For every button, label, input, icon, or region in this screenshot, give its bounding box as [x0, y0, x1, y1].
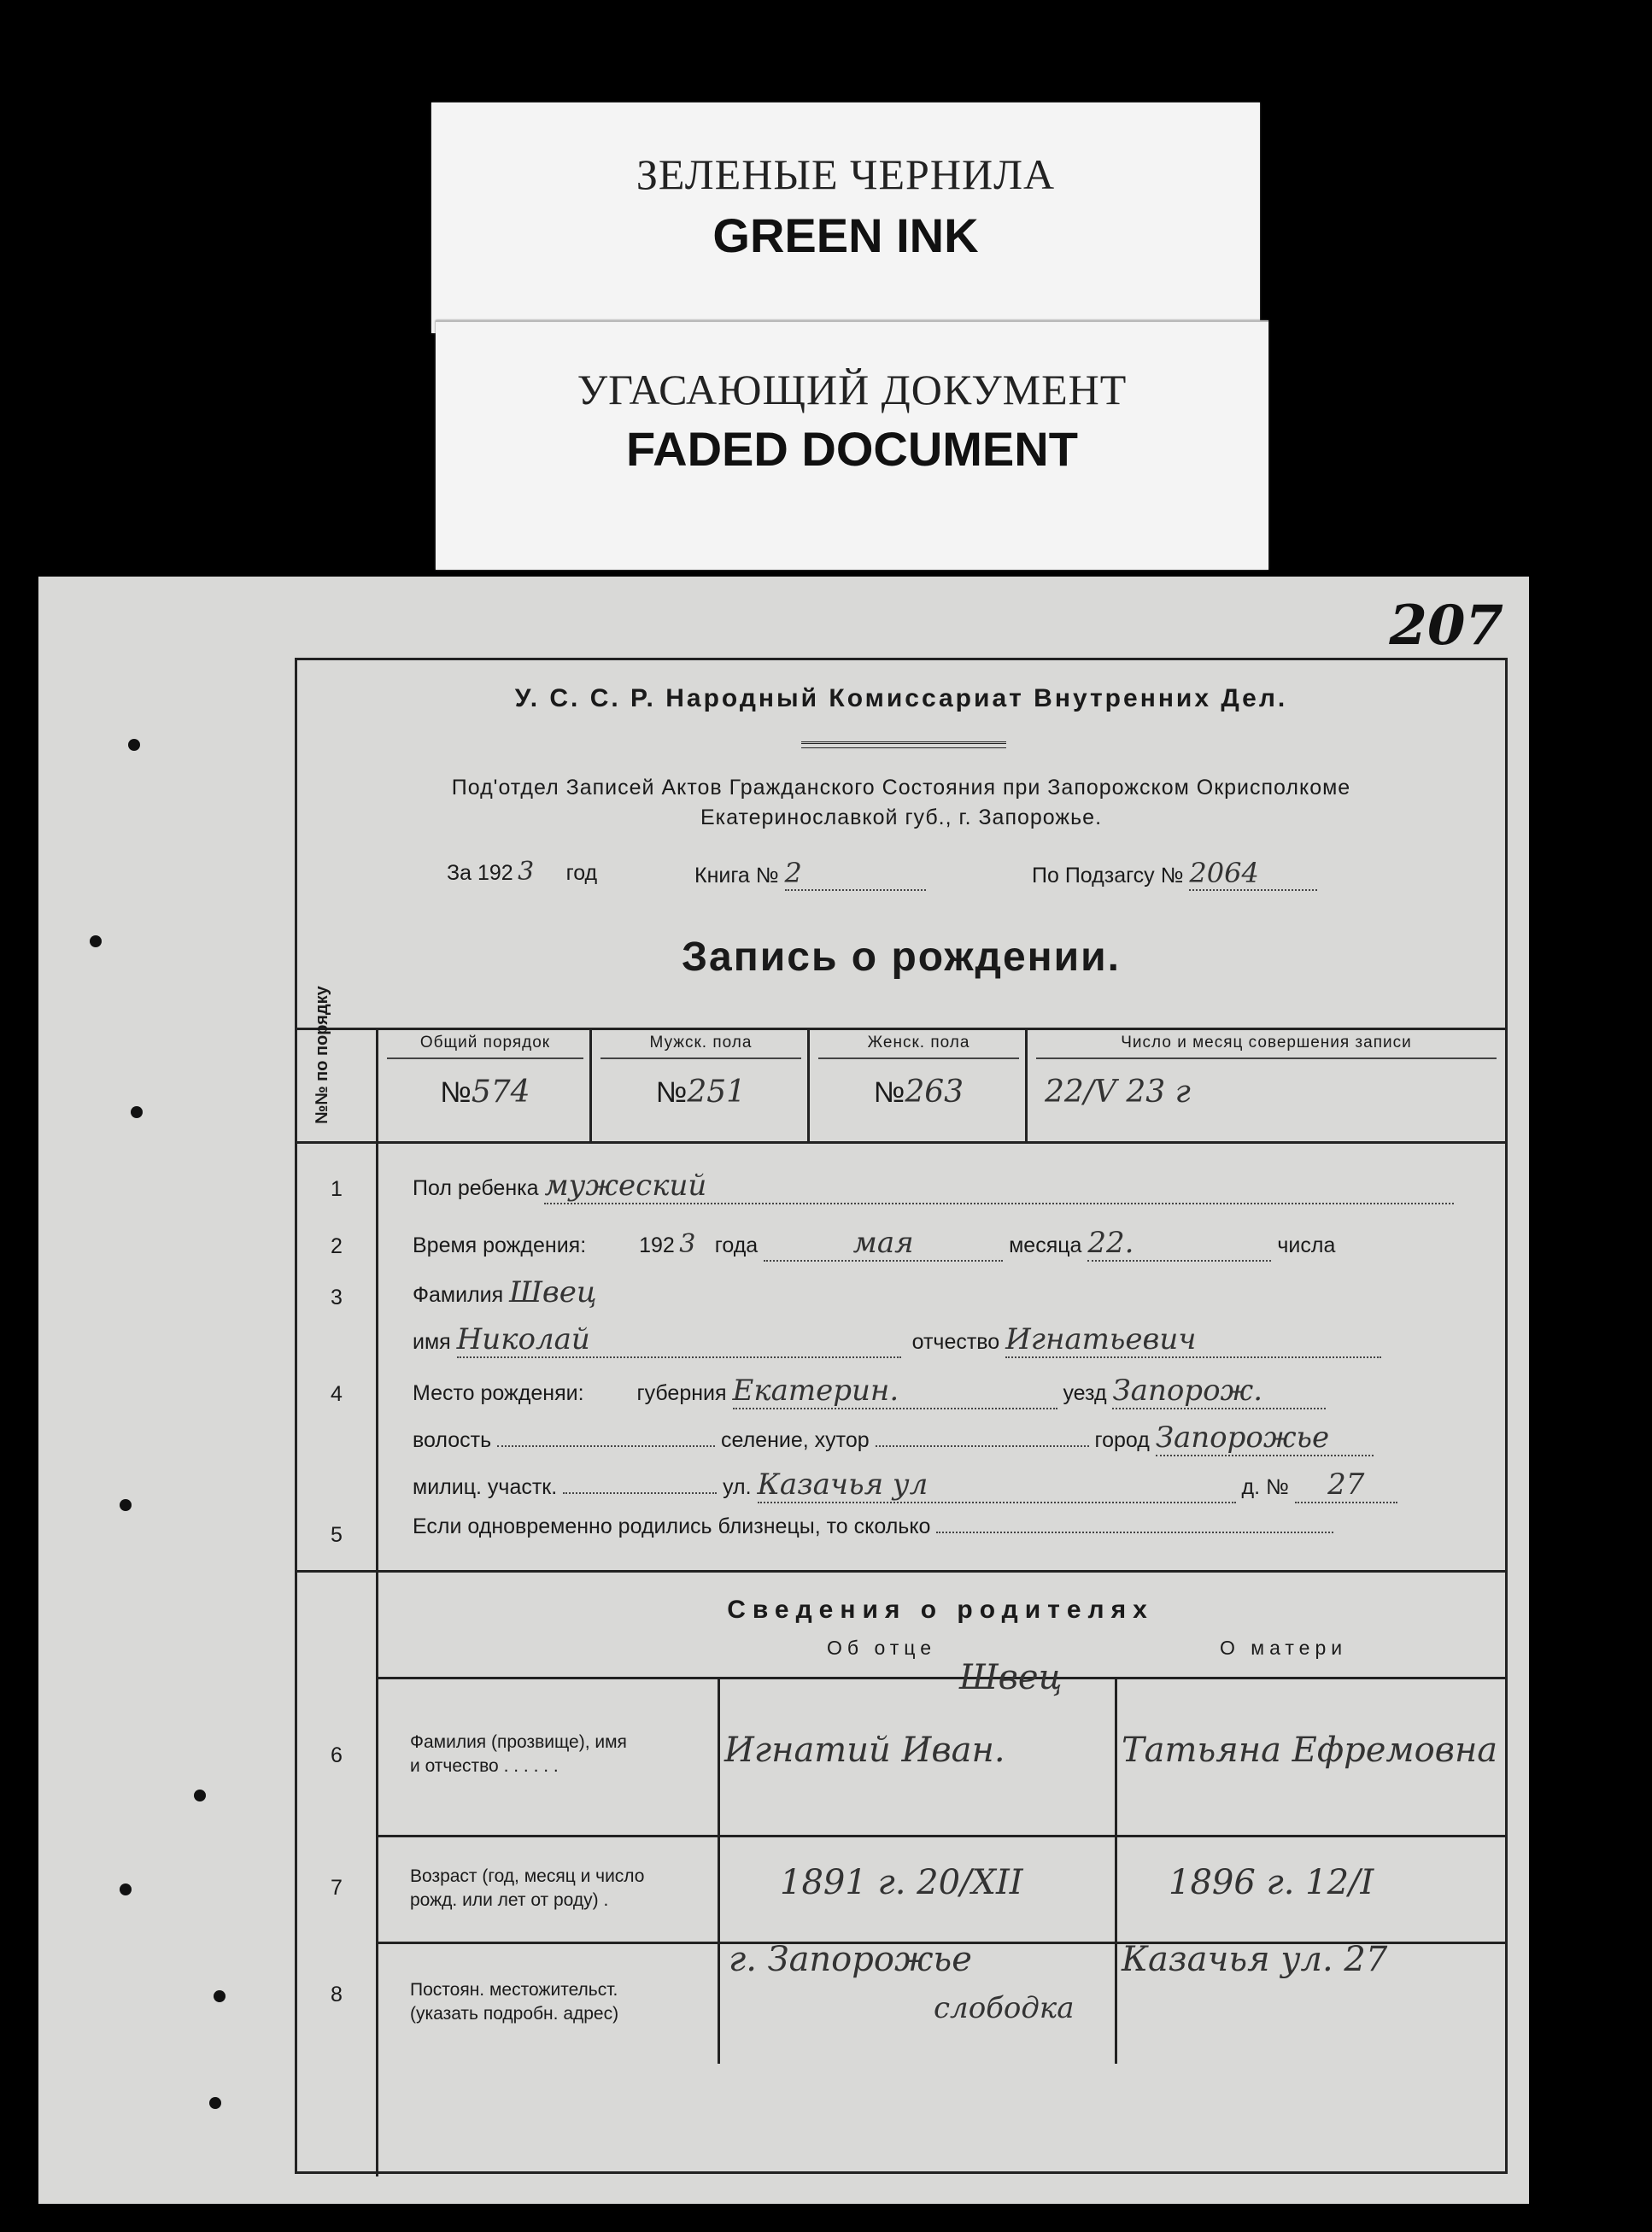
female-order-caption: Женск. пола	[818, 1030, 1019, 1059]
form-title: Запись о рождении.	[681, 934, 1121, 980]
twins-label: Если одновременно родились близнецы, то сколько	[413, 1514, 931, 1538]
name-line	[413, 1322, 1381, 1358]
ministry-heading: У. С. С. Р. Народный Комиссариат Внутренних Дел.	[514, 684, 1288, 712]
mother-caption: О матери	[1220, 1637, 1348, 1659]
twins-line	[413, 1514, 1333, 1539]
punch-hole	[128, 739, 140, 751]
militia-blank	[563, 1492, 717, 1494]
year-value: 3	[518, 857, 535, 887]
year-label: За 192	[447, 861, 513, 885]
patronymic-label: отчество	[911, 1330, 1000, 1354]
row-number-6: 6	[331, 1743, 343, 1767]
record-date-caption: Число и месяц совершения записи	[1036, 1030, 1497, 1059]
record-date-cell	[1025, 1030, 1505, 1141]
parents-address-label-2: (указать подробн. адрес)	[410, 2004, 619, 2024]
green-ink-label-en: GREEN INK	[712, 208, 979, 262]
village-label: селение, хутор	[721, 1428, 870, 1452]
faded-label-en: FADED DOCUMENT	[626, 422, 1078, 476]
child-sex-line	[413, 1169, 1454, 1204]
surname-line	[413, 1275, 1470, 1309]
book-label: Книга №	[694, 864, 779, 888]
name-value: Николай	[457, 1322, 901, 1358]
volost-label: волость	[413, 1428, 492, 1452]
birthplace-line	[413, 1374, 1326, 1409]
uezd-label: уезд	[1063, 1381, 1107, 1405]
female-order-prefix: №	[873, 1076, 905, 1109]
parents-name-label-1: Фамилия (прозвище), имя	[410, 1732, 627, 1752]
child-sex-value: мужеский	[544, 1169, 1454, 1204]
parents-section	[297, 1570, 1505, 2176]
parents-name-row	[331, 1658, 1505, 1837]
punch-hole	[90, 935, 102, 947]
volost-blank	[497, 1445, 715, 1447]
male-order-prefix: №	[655, 1076, 688, 1109]
punch-hole	[194, 1790, 206, 1801]
row-number-1: 1	[331, 1177, 343, 1201]
mother-age-text: 1896 г. 12/I	[1169, 1863, 1374, 1902]
city-value: Запорожье	[1156, 1421, 1374, 1456]
page-number: 207	[1389, 594, 1503, 658]
militia-label: милиц. участк.	[413, 1475, 558, 1499]
child-details-section	[297, 1139, 1505, 1573]
row-number-divider	[376, 1139, 378, 1570]
village-blank	[876, 1445, 1089, 1447]
punch-hole	[214, 1990, 226, 2002]
father-address-text-1: г. Запорожье	[729, 1940, 972, 1979]
mother-address-text: Казачья ул. 27	[1122, 1940, 1388, 1979]
department-line-2: Екатеринославкой губ., г. Запорожье.	[700, 806, 1103, 829]
row-number-5: 5	[331, 1523, 343, 1547]
birth-time-line	[413, 1226, 1335, 1262]
mother-address	[1122, 1940, 1387, 1979]
row-number-4: 4	[331, 1382, 343, 1406]
birth-record-form	[295, 658, 1508, 2174]
green-ink-card	[431, 103, 1260, 333]
row-number-3: 3	[331, 1286, 343, 1309]
patronymic-value: Игнатьевич	[1005, 1322, 1381, 1358]
subdistrict-field	[1032, 857, 1317, 891]
father-name-text: Игнатий Иван.	[724, 1731, 1005, 1770]
locality-line	[413, 1421, 1374, 1456]
male-order-cell	[589, 1030, 810, 1141]
punch-hole	[131, 1106, 143, 1118]
row-number-2: 2	[331, 1234, 343, 1258]
father-address-cell	[718, 1940, 1117, 2064]
punch-hole	[209, 2097, 221, 2109]
heading-rule	[801, 741, 1006, 748]
child-sex-label: Пол ребенка	[413, 1176, 539, 1200]
parents-title: Сведения о родителях	[727, 1596, 1154, 1624]
mother-age-cell	[1115, 1837, 1505, 1944]
mother-age	[1169, 1863, 1374, 1902]
female-order-value: 263	[905, 1075, 964, 1110]
uezd-value: Запорож.	[1112, 1374, 1326, 1409]
parents-name-label-2: и отчество . . . . . .	[410, 1756, 559, 1776]
parents-age-row	[331, 1835, 1505, 1944]
document-sheet	[38, 577, 1529, 2204]
birth-month-label: месяца	[1009, 1233, 1082, 1257]
father-address-text-2: слободка	[934, 1991, 1075, 2025]
birth-day-value: 22.	[1087, 1226, 1271, 1262]
city-label: город	[1094, 1428, 1150, 1452]
father-caption: Об отце	[827, 1637, 936, 1659]
row-number-7: 7	[331, 1876, 343, 1900]
general-order-value: 574	[471, 1075, 530, 1110]
mother-name-cell	[1115, 1679, 1505, 1837]
general-order-prefix: №	[440, 1076, 472, 1109]
birth-month-value: мая	[764, 1226, 1003, 1262]
book-field	[694, 857, 926, 891]
mother-name	[1122, 1731, 1497, 1770]
mother-address-cell	[1115, 1940, 1505, 2064]
father-age-text: 1891 г. 20/XII	[780, 1863, 1023, 1902]
order-number-caption: №№ по порядку	[313, 986, 331, 1124]
birthplace-label: Место рожденяи:	[413, 1381, 584, 1405]
subdistrict-label: По Подзагсу №	[1032, 864, 1184, 888]
year-field	[447, 857, 597, 887]
male-order-caption: Мужск. пола	[600, 1030, 801, 1059]
address-line	[413, 1467, 1397, 1503]
general-order-cell	[376, 1030, 592, 1141]
female-order-cell	[807, 1030, 1028, 1141]
father-address-line-2	[934, 1991, 1075, 2025]
parents-age-label-1: Возраст (год, месяц и число	[410, 1866, 645, 1886]
birth-year-value: 3	[679, 1229, 696, 1259]
order-number-column	[297, 986, 376, 1141]
parents-address-label-1: Постоян. местожительст.	[410, 1980, 618, 2000]
mother-name-text: Татьяна Ефремовна	[1122, 1731, 1498, 1770]
father-age	[780, 1863, 1023, 1902]
parents-address-row	[331, 1940, 1505, 2064]
parents-address-label	[410, 1978, 618, 2026]
subdistrict-value: 2064	[1189, 857, 1317, 891]
province-label: губерния	[636, 1381, 727, 1405]
father-age-cell	[718, 1837, 1117, 1944]
twins-blank	[936, 1532, 1333, 1533]
street-value: Казачья ул	[758, 1467, 1236, 1503]
father-name-cell	[718, 1658, 1117, 1837]
parents-age-label-2: рожд. или лет от роду) .	[410, 1890, 609, 1910]
name-label: имя	[413, 1330, 451, 1354]
father-surname	[959, 1658, 1063, 1697]
book-value: 2	[785, 857, 926, 891]
birth-year-prefix: 192	[639, 1233, 675, 1257]
parents-name-label	[410, 1731, 627, 1778]
house-label: д. №	[1241, 1475, 1289, 1499]
green-ink-label-ru: ЗЕЛЕНЫЕ ЧЕРНИЛА	[636, 150, 1056, 198]
male-order-value: 251	[687, 1075, 747, 1110]
faded-label-ru: УГАСАЮЩИЙ ДОКУМЕНТ	[577, 366, 1128, 413]
province-value: Екатерин.	[733, 1374, 1057, 1409]
punch-hole	[120, 1499, 132, 1511]
birth-day-label: числа	[1277, 1233, 1336, 1257]
general-order-caption: Общий порядок	[387, 1030, 583, 1059]
father-surname-text: Швец	[959, 1658, 1063, 1697]
surname-label: Фамилия	[413, 1283, 504, 1307]
record-header-table	[297, 986, 1505, 1144]
street-label: ул.	[723, 1475, 752, 1499]
house-value: 27	[1295, 1467, 1397, 1503]
punch-hole	[120, 1883, 132, 1895]
surname-value: Швец	[509, 1275, 597, 1309]
record-date-value: 22/V 23 г	[1045, 1075, 1191, 1110]
parents-age-label	[410, 1865, 644, 1913]
department-line-1: Под'отдел Записей Актов Гражданского Состояния при Запорожском Окрисполкоме	[451, 776, 1351, 800]
father-name	[724, 1731, 1005, 1770]
birth-time-label: Время рождения:	[413, 1233, 587, 1257]
father-address-line-1	[729, 1940, 972, 1979]
faded-document-card	[436, 320, 1268, 570]
row-number-8: 8	[331, 1983, 343, 2006]
birth-year-suffix: года	[714, 1233, 759, 1257]
year-suffix: год	[565, 861, 598, 885]
